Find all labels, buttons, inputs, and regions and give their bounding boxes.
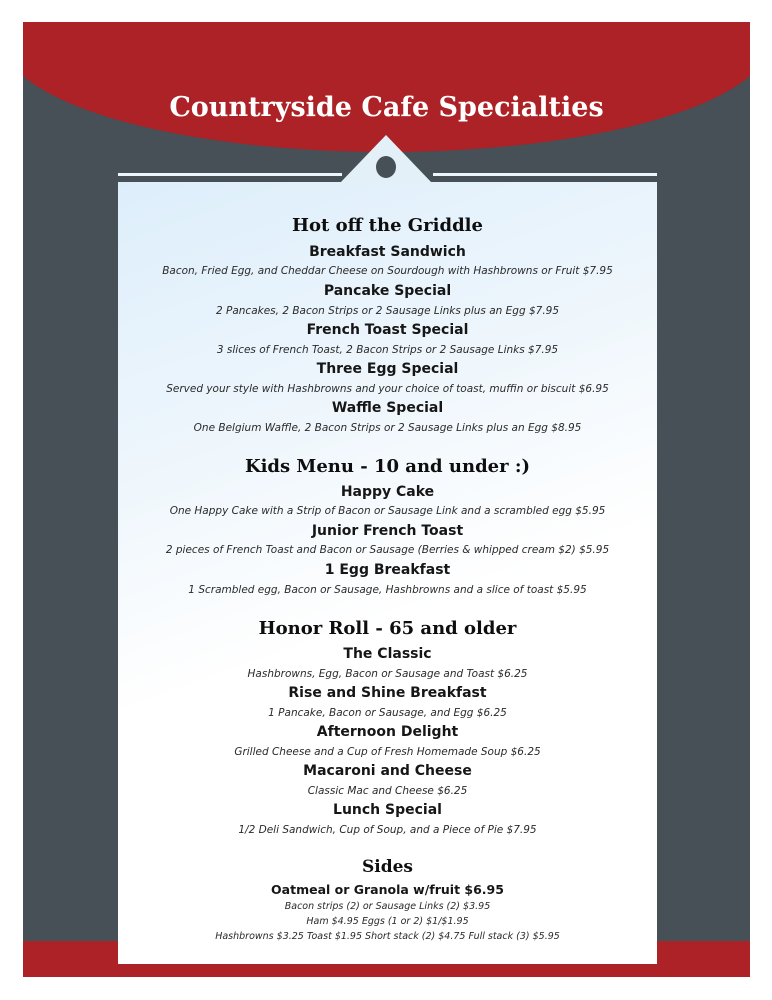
decorative-line-right bbox=[433, 173, 657, 176]
item-name: Lunch Special bbox=[333, 802, 442, 818]
item-desc: Classic Mac and Cheese $6.25 bbox=[307, 785, 468, 797]
item-name: Rise and Shine Breakfast bbox=[288, 685, 487, 701]
item-name: Three Egg Special bbox=[316, 361, 459, 377]
sides-line: Ham $4.95 Eggs (1 or 2) $1/$1.95 bbox=[306, 916, 469, 927]
item-desc: 1 Scrambled egg, Bacon or Sausage, Hashbrowns and a slice of toast $5.95 bbox=[188, 584, 587, 596]
item-desc: Served your style with Hashbrowns and your choice of toast, muffin or biscuit $6.95 bbox=[166, 383, 609, 395]
sides-feature: Oatmeal or Granola w/fruit $6.95 bbox=[271, 882, 504, 897]
item-desc: Bacon, Fried Egg, and Cheddar Cheese on Sourdough with Hashbrowns or Fruit $7.95 bbox=[162, 265, 613, 277]
section-heading-honor-roll: Honor Roll - 65 and older bbox=[258, 618, 517, 639]
item-name: French Toast Special bbox=[306, 322, 469, 338]
item-desc: 2 Pancakes, 2 Bacon Strips or 2 Sausage Links plus an Egg $7.95 bbox=[215, 305, 560, 317]
item-name: Junior French Toast bbox=[311, 523, 464, 539]
decorative-line-left bbox=[118, 173, 342, 176]
sides-line: Bacon strips (2) or Sausage Links (2) $3.95 bbox=[284, 901, 491, 912]
item-desc: 3 slices of French Toast, 2 Bacon Strips or 2 Sausage Links $7.95 bbox=[216, 344, 559, 356]
section-heading-griddle: Hot off the Griddle bbox=[292, 215, 483, 236]
item-name: Happy Cake bbox=[340, 484, 435, 500]
item-name: The Classic bbox=[343, 646, 432, 662]
tag-hole-icon bbox=[376, 156, 396, 178]
item-name: 1 Egg Breakfast bbox=[324, 562, 451, 578]
item-desc: 1/2 Deli Sandwich, Cup of Soup, and a Piece of Pie $7.95 bbox=[238, 824, 537, 836]
item-name: Waffle Special bbox=[331, 400, 444, 416]
menu-title: Countryside Cafe Specialties bbox=[169, 92, 604, 123]
item-name: Pancake Special bbox=[323, 283, 452, 299]
item-name: Breakfast Sandwich bbox=[309, 244, 466, 260]
header-banner bbox=[23, 22, 750, 152]
item-name: Macaroni and Cheese bbox=[303, 763, 472, 779]
sides-line: Hashbrowns $3.25 Toast $1.95 Short stack (2) $4.75 Full stack (3) $5.95 bbox=[215, 931, 560, 942]
menu-card bbox=[23, 22, 750, 977]
menu-panel bbox=[118, 182, 657, 964]
section-heading-kids: Kids Menu - 10 and under :) bbox=[244, 456, 531, 477]
section-heading-sides: Sides bbox=[361, 857, 413, 877]
item-desc: 2 pieces of French Toast and Bacon or Sausage (Berries & whipped cream $2) $5.95 bbox=[165, 544, 610, 556]
item-desc: Hashbrowns, Egg, Bacon or Sausage and Toast $6.25 bbox=[247, 668, 528, 680]
item-name: Afternoon Delight bbox=[316, 724, 459, 740]
item-desc: One Belgium Waffle, 2 Bacon Strips or 2 Sausage Links plus an Egg $8.95 bbox=[193, 422, 582, 434]
item-desc: Grilled Cheese and a Cup of Fresh Homemade Soup $6.25 bbox=[234, 746, 541, 758]
item-desc: 1 Pancake, Bacon or Sausage, and Egg $6.25 bbox=[268, 707, 507, 719]
item-desc: One Happy Cake with a Strip of Bacon or Sausage Link and a scrambled egg $5.95 bbox=[169, 505, 606, 517]
